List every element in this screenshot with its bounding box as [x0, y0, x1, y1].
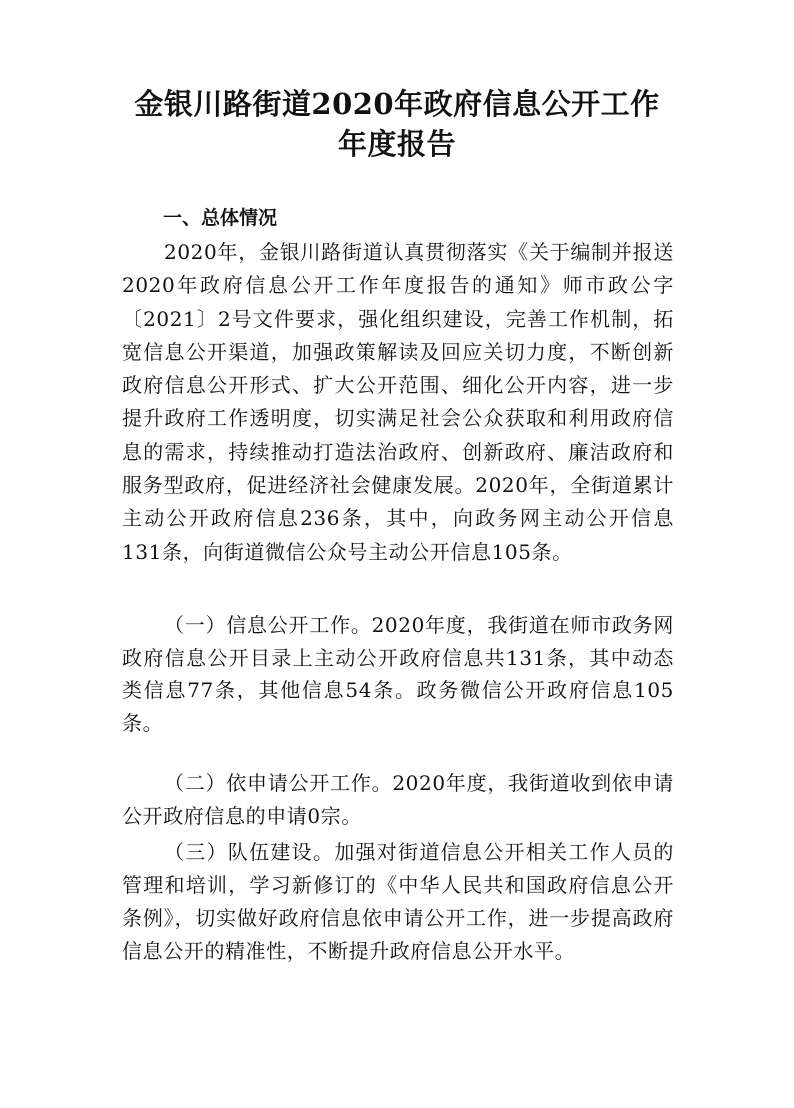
paragraph-team-building: （三）队伍建设。加强对街道信息公开相关工作人员的管理和培训，学习新修订的《中华人民共和国政府信息公开条例》，切实做好政府信息依申请公开工作，进一步提高政府信息公开的精准性，不断提升政府信息公开水平。: [122, 840, 674, 963]
paragraph-info-disclosure: （一）信息公开工作。2020年度，我街道在师市政务网政府信息公开目录上主动公开政府信息共131条，其中动态类信息77条，其他信息54条。政务微信公开政府信息105条。: [122, 613, 674, 735]
paragraph-overview: 2020年，金银川路街道认真贯彻落实《关于编制并报送2020年政府信息公开工作年度报告的通知》师市政公字〔2021〕2号文件要求，强化组织建设，完善工作机制，拓宽信息公开渠道，加强政策解读及回应关切力度，不断创新政府信息公开形式、扩大公开范围、细化公开内容，进一步提升政府工作透明度，切实满足社会公众获取和利用政府信息的需求，持续推动打造法治政府、创新政府、廉洁政府和服务型政府，促进经济社会健康发展。2020年，全街道累计主动公开政府信息236条，其中，向政务网主动公开信息131条，向街道微信公众号主动公开信息105条。: [122, 240, 674, 564]
document-title-line-2: 年度报告: [337, 127, 456, 161]
section-heading-overview: 一、总体情况: [163, 207, 278, 229]
document-title-line-1: 金银川路街道2020年政府信息公开工作: [134, 87, 660, 121]
paragraph-application-disclosure: （二）依申请公开工作。2020年度，我街道收到依申请公开政府信息的申请0宗。: [122, 771, 674, 828]
